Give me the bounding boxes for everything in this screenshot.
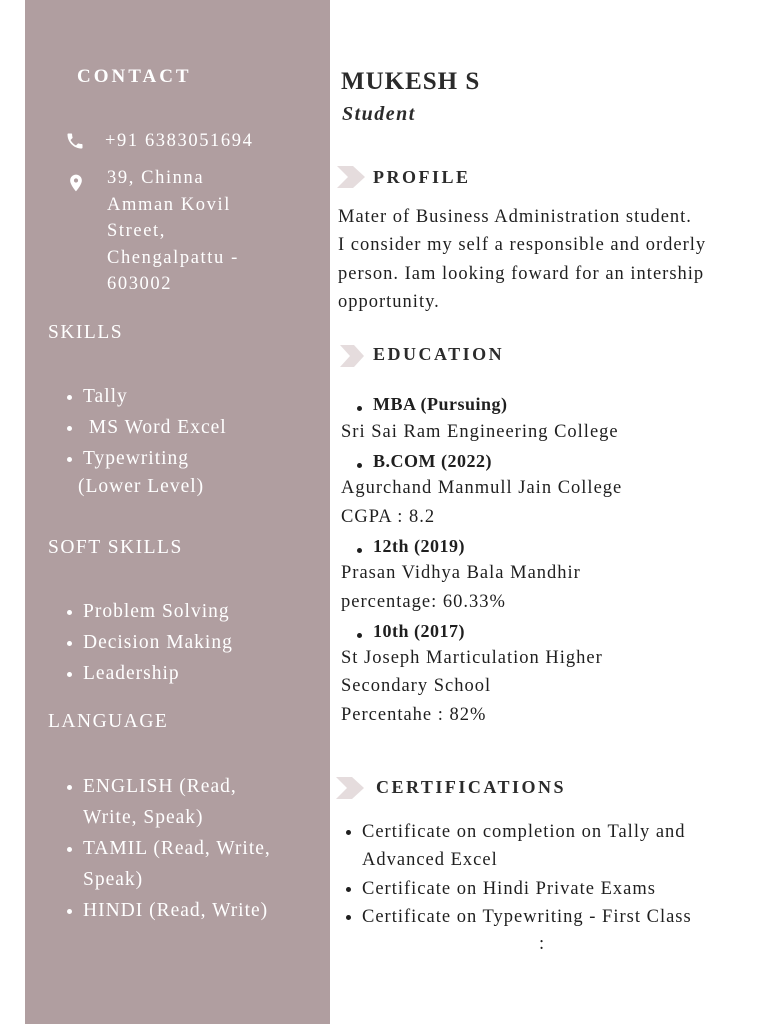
education-line: Prasan Vidhya Bala Mandhir xyxy=(341,563,581,583)
education-line: Agurchand Manmull Jain College xyxy=(341,478,623,498)
bullet xyxy=(357,406,362,411)
profile-line: person. Iam looking foward for an intership xyxy=(338,263,705,284)
list-item: Typewriting xyxy=(83,443,227,474)
skills-list xyxy=(65,381,227,474)
phone-number: +91 6383051694 xyxy=(105,131,254,151)
education-line: Percentahe : 82% xyxy=(341,705,487,725)
bullet xyxy=(357,548,362,553)
skills-heading: SKILLS xyxy=(48,322,124,343)
trailing-colon: : xyxy=(539,934,545,954)
location-pin-icon xyxy=(66,172,86,194)
candidate-name: MUKESH S xyxy=(341,68,481,95)
certification-line: Advanced Excel xyxy=(362,850,498,871)
address-line: 603002 xyxy=(107,274,173,294)
bullet xyxy=(357,633,362,638)
language-line: TAMIL (Read, Write, xyxy=(83,838,271,859)
address-line: Chengalpattu - xyxy=(107,247,239,268)
certification-line: Certificate on completion on Tally and xyxy=(362,822,686,842)
bullet xyxy=(357,463,362,468)
list-item: Leadership xyxy=(83,658,233,689)
list-item: Tally xyxy=(83,381,227,412)
education-line: Sri Sai Ram Engineering College xyxy=(341,422,619,442)
skill-level-note: (Lower Level) xyxy=(78,476,205,497)
profile-line: opportunity. xyxy=(338,291,440,312)
list-item: Certificate on Typewriting - First Class xyxy=(362,903,768,931)
candidate-role: Student xyxy=(342,103,416,125)
address-line: 39, Chinna xyxy=(107,168,205,188)
profile-heading: PROFILE xyxy=(373,167,471,187)
list-item: Problem Solving xyxy=(83,596,233,627)
soft-skills-heading: SOFT SKILLS xyxy=(48,537,183,558)
language-heading: LANGUAGE xyxy=(48,711,169,732)
list-item xyxy=(83,771,333,833)
degree: B.COM (2022) xyxy=(373,451,492,471)
list-item: Certificate on Hindi Private Exams xyxy=(362,875,768,903)
education-line: percentage: 60.33% xyxy=(341,592,506,612)
education-line: Secondary School xyxy=(341,676,492,696)
language-line: ENGLISH (Read, xyxy=(83,776,237,797)
list-item xyxy=(83,833,333,895)
list-item xyxy=(83,895,333,926)
language-line: HINDI (Read, Write) xyxy=(83,900,269,921)
profile-text xyxy=(338,203,768,316)
education-heading: EDUCATION xyxy=(373,344,505,364)
language-line: Write, Speak) xyxy=(83,807,204,828)
list-item: MS Word Excel xyxy=(83,412,227,443)
degree: MBA (Pursuing) xyxy=(373,394,508,414)
address-line: Amman Kovil xyxy=(107,194,231,215)
list-item: Decision Making xyxy=(83,627,233,658)
contact-heading: CONTACT xyxy=(77,66,192,87)
chevron-arrow-icon xyxy=(336,777,366,799)
profile-line: I consider my self a responsible and orderly xyxy=(338,235,707,256)
language-line: Speak) xyxy=(83,869,144,890)
address xyxy=(107,165,239,298)
certifications-list xyxy=(342,818,768,931)
sidebar xyxy=(25,0,330,1024)
education-line: CGPA : 8.2 xyxy=(341,507,436,527)
certifications-heading: CERTIFICATIONS xyxy=(376,777,567,797)
language-list xyxy=(65,771,333,926)
chevron-arrow-icon xyxy=(340,345,370,367)
phone-icon xyxy=(65,130,85,152)
soft-skills-list xyxy=(65,596,233,689)
education-line: St Joseph Marticulation Higher xyxy=(341,648,603,668)
chevron-arrow-icon xyxy=(337,166,367,188)
degree: 12th (2019) xyxy=(373,536,465,556)
address-line: Street, xyxy=(107,221,166,241)
degree: 10th (2017) xyxy=(373,621,465,641)
profile-line: Mater of Business Administration student. xyxy=(338,207,692,227)
list-item xyxy=(362,818,768,875)
